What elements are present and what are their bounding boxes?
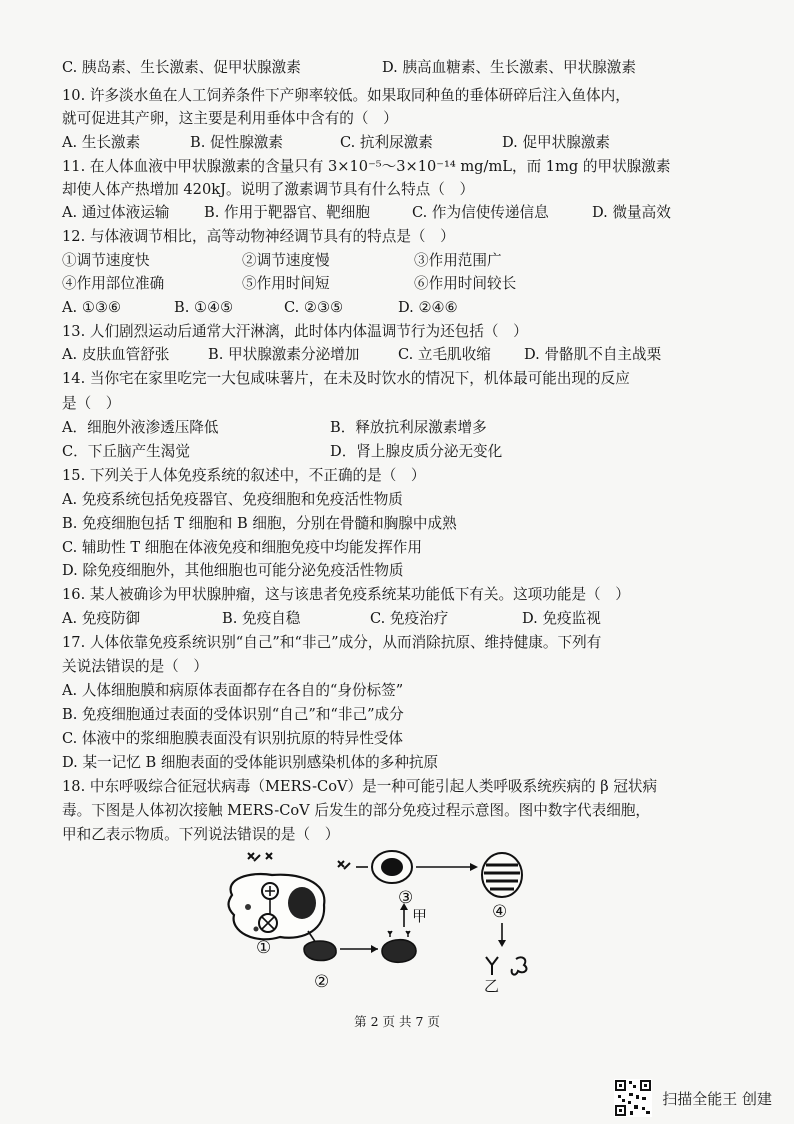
- q17-stem-line2: 关说法错误的是（ ）: [62, 658, 208, 675]
- q16-option-d: D. 免疫监视: [522, 610, 601, 627]
- q12-option-d: D. ②④⑥: [398, 299, 458, 316]
- scanner-watermark-text: 扫描全能王 创建: [662, 1089, 772, 1108]
- q11-stem-line1: 11. 在人体血液中甲状腺激素的含量只有 3×10⁻⁵～3×10⁻¹⁴ mg/mL，而 1mg 的甲状腺激素: [62, 158, 671, 175]
- q13-option-c: C. 立毛肌收缩: [398, 346, 491, 363]
- q10-option-b: B. 促性腺激素: [190, 134, 283, 151]
- apc-dot-2: [254, 927, 259, 932]
- q11-option-b: B. 作用于靶器官、靶细胞: [204, 204, 370, 221]
- q12-items-row2: [62, 272, 752, 296]
- apc-dot-1: [245, 904, 251, 910]
- q15-option-c: C. 辅助性 T 细胞在体液免疫和细胞免疫中均能发挥作用: [62, 539, 422, 556]
- q14-stem-line2: 是（ ）: [62, 395, 121, 412]
- antibody-icon: [486, 957, 498, 975]
- q17-option-a: A. 人体细胞膜和病原体表面都存在各自的“身份标签”: [62, 682, 404, 699]
- q10-option-c: C. 抗利尿激素: [340, 134, 433, 151]
- q18-stem-line2: 毒。下图是人体初次接触 MERS-CoV 后发生的部分免疫过程示意图。图中数字代表细胞，: [62, 802, 651, 819]
- label-yi: 乙: [484, 977, 500, 995]
- q14-options-row2: [62, 440, 752, 464]
- q15-option-a: A. 免疫系统包括免疫器官、免疫细胞和免疫活性物质: [62, 491, 403, 508]
- q16-stem: 16. 某人被确诊为甲状腺肿瘤，这与该患者免疫系统某功能低下有关。这项功能是（ ）: [62, 586, 630, 603]
- q11-option-d: D. 微量高效: [592, 204, 671, 221]
- q11-options: [62, 201, 752, 225]
- q12-item-4: ④作用部位准确: [62, 275, 165, 292]
- label-jia: 甲: [412, 907, 428, 925]
- label-3: ③: [398, 888, 414, 908]
- q15-option-d: D. 除免疫细胞外，其他细胞也可能分泌免疫活性物质: [62, 562, 404, 579]
- q12-item-5: ⑤作用时间短: [242, 275, 330, 292]
- arrow-2-to-b-head: [371, 945, 378, 953]
- q13-stem: 13. 人们剧烈运动后通常大汗淋漓，此时体内体温调节行为还包括（ ）: [62, 323, 528, 340]
- q12-item-2: ②调节速度慢: [242, 252, 330, 269]
- q12-stem: 12. 与体液调节相比，高等动物神经调节具有的特点是（ ）: [62, 228, 455, 245]
- immune-process-diagram: [220, 845, 560, 995]
- q10-option-d: D. 促甲状腺激素: [502, 134, 611, 151]
- scanner-watermark: [614, 1078, 772, 1118]
- q15-option-b: B. 免疫细胞包括 T 细胞和 B 细胞，分别在骨髓和胸腺中成熟: [62, 515, 457, 532]
- q12-options: [62, 296, 752, 320]
- label-4: ④: [492, 902, 508, 922]
- q12-item-3: ③作用范围广: [414, 252, 502, 269]
- q14-option-d: D．肾上腺皮质分泌无变化: [330, 443, 503, 460]
- q14-option-a: A．细胞外液渗透压降低: [62, 419, 219, 436]
- q9-option-c: C. 胰岛素、生长激素、促甲状腺激素: [62, 59, 301, 76]
- q14-option-b: B．释放抗利尿激素增多: [330, 419, 487, 436]
- q12-item-6: ⑥作用时间较长: [414, 275, 517, 292]
- q10-option-a: A. 生长激素: [62, 134, 141, 151]
- q16-option-c: C. 免疫治疗: [370, 610, 449, 627]
- q13-option-d: D. 骨骼肌不自主战栗: [524, 346, 662, 363]
- arrow-4-down-head: [498, 940, 506, 947]
- b-cell-receptors: [388, 931, 410, 937]
- q17-option-c: C. 体液中的浆细胞膜表面没有识别抗原的特异性受体: [62, 730, 403, 747]
- helper-t-cell: [304, 941, 336, 961]
- label-2: ②: [314, 972, 330, 992]
- q9-option-d: D. 胰高血糖素、生长激素、甲状腺激素: [382, 59, 636, 76]
- label-1: ①: [256, 938, 272, 958]
- q9-options: [62, 56, 752, 80]
- q13-option-b: B. 甲状腺激素分泌增加: [208, 346, 360, 363]
- q11-stem-line2: 却使人体产热增加 420kJ。说明了激素调节具有什么特点（ ）: [62, 181, 475, 198]
- q17-option-b: B. 免疫细胞通过表面的受体识别“自己”和“非己”成分: [62, 706, 404, 723]
- q15-stem: 15. 下列关于人体免疫系统的叙述中，不正确的是（ ）: [62, 467, 426, 484]
- virus-2-icon: [338, 861, 350, 869]
- q12-option-c: C. ②③⑤: [284, 299, 344, 316]
- q13-option-a: A. 皮肤血管舒张: [62, 346, 170, 363]
- apc-nucleus: [288, 887, 316, 919]
- virus-icon: [248, 853, 272, 861]
- q14-options-row1: [62, 416, 752, 440]
- q18-stem-line1: 18. 中东呼吸综合征冠状病毒（MERS-CoV）是一种可能引起人类呼吸系统疾病的 β 冠状病: [62, 778, 658, 795]
- arrow-3-to-4-head: [470, 863, 478, 871]
- b-cell: [382, 940, 416, 963]
- neutralized-virus-icon: [512, 957, 527, 974]
- q10-stem-line2: 就可促进其产卵，这主要是利用垂体中含有的（ ）: [62, 110, 398, 127]
- q18-stem-line3: 甲和乙表示物质。下列说法错误的是（ ）: [62, 826, 340, 843]
- q10-stem-line1: 10. 许多淡水鱼在人工饲养条件下产卵率较低。如果取同种鱼的垂体研碎后注入鱼体内，: [62, 87, 630, 104]
- q12-item-1: ①调节速度快: [62, 252, 150, 269]
- q16-option-b: B. 免疫自稳: [222, 610, 301, 627]
- q12-items-row1: [62, 249, 752, 273]
- q14-option-c: C．下丘脑产生渴觉: [62, 443, 190, 460]
- q12-option-b: B. ①④⑤: [174, 299, 234, 316]
- q17-stem-line1: 17. 人体依靠免疫系统识别“自己”和“非己”成分，从而消除抗原、维持健康。下列有: [62, 634, 602, 651]
- q16-option-a: A. 免疫防御: [62, 610, 141, 627]
- page-footer: 第 2 页 共 7 页: [354, 1014, 440, 1029]
- q10-options: [62, 131, 752, 155]
- q14-stem-line1: 14. 当你宅在家里吃完一大包咸味薯片，在未及时饮水的情况下，机体最可能出现的反应: [62, 370, 630, 387]
- q12-option-a: A. ①③⑥: [62, 299, 122, 316]
- q13-options: [62, 343, 752, 367]
- q17-option-d: D. 某一记忆 B 细胞表面的受体能识别感染机体的多种抗原: [62, 754, 439, 771]
- q16-options: [62, 607, 752, 631]
- q11-option-a: A. 通过体液运输: [62, 204, 170, 221]
- cell-3-nucleus: [381, 858, 403, 876]
- qr-code-icon: [614, 1079, 652, 1117]
- q11-option-c: C. 作为信使传递信息: [412, 204, 549, 221]
